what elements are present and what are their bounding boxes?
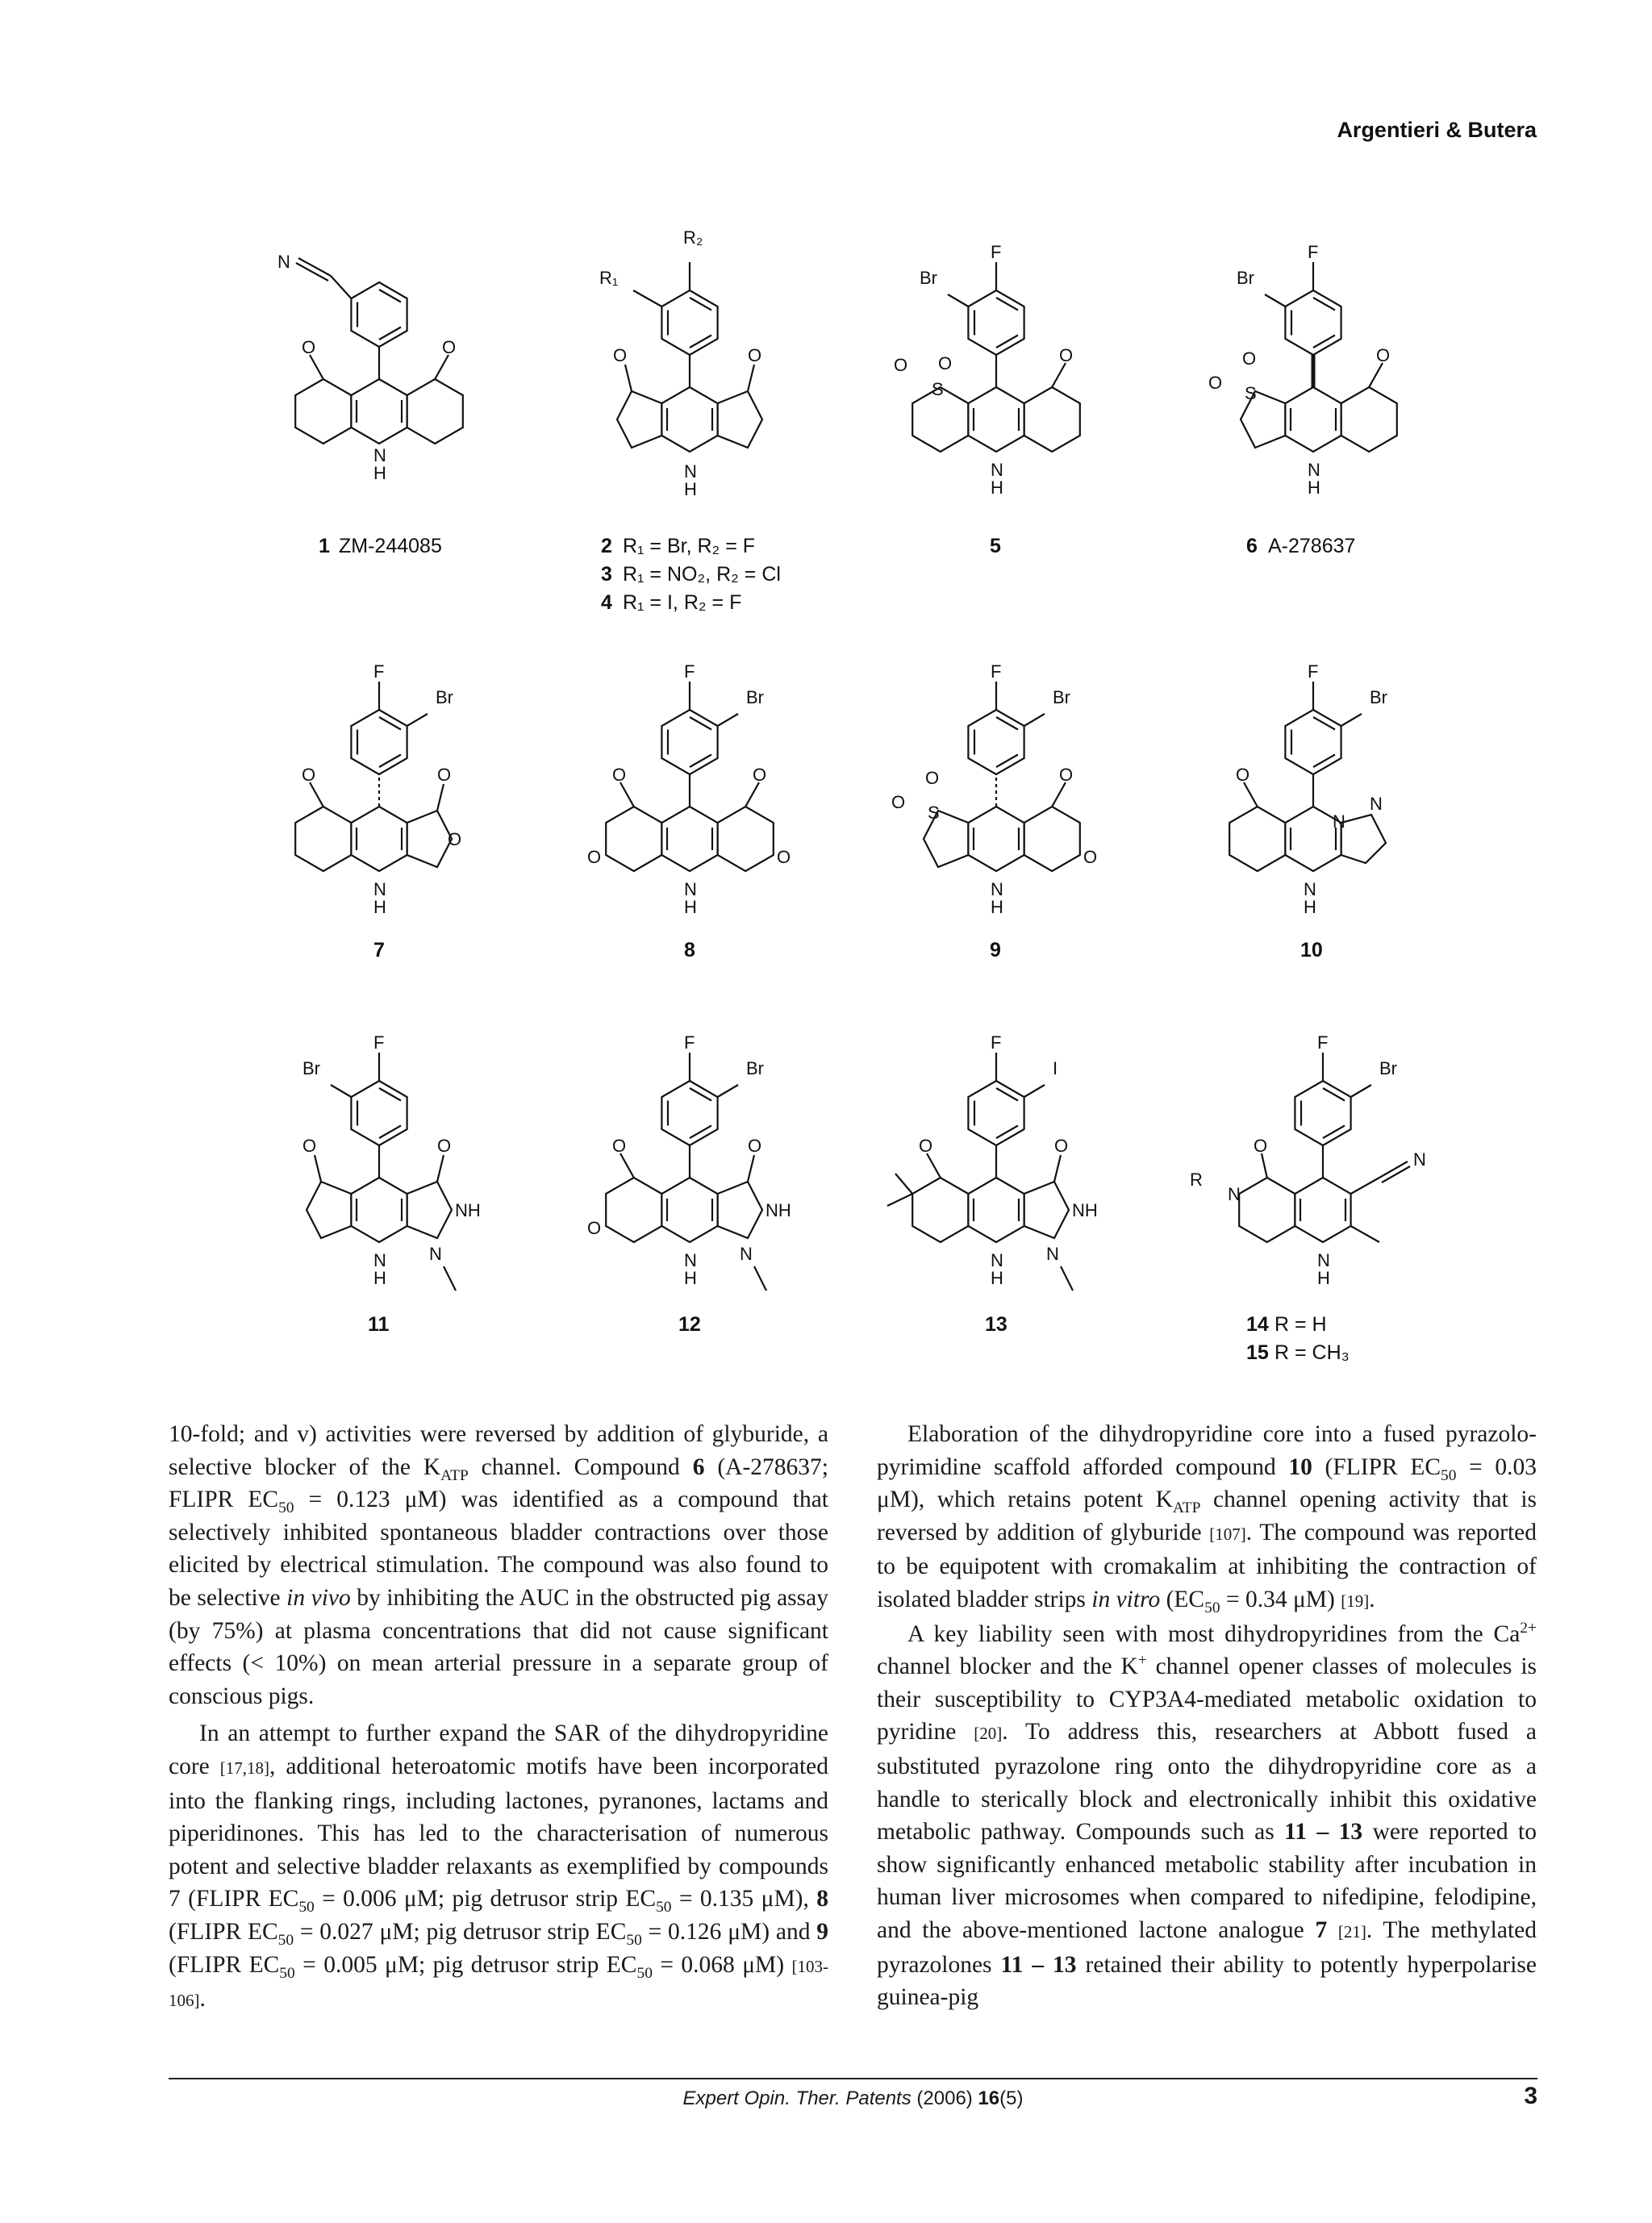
right-column — [877, 1418, 1537, 2014]
svg-text:N: N — [429, 1244, 442, 1264]
svg-text:6: 6 — [1246, 535, 1258, 557]
footer-rule — [169, 2078, 1537, 2079]
svg-text:A-278637: A-278637 — [1268, 535, 1356, 557]
svg-text:N: N — [1333, 811, 1345, 832]
svg-text:N: N — [1413, 1149, 1426, 1170]
svg-text:H: H — [684, 479, 697, 499]
svg-text:O: O — [437, 1136, 452, 1156]
svg-text:O: O — [1254, 1136, 1268, 1156]
svg-text:O: O — [302, 1136, 317, 1156]
svg-text:N: N — [1308, 460, 1320, 480]
svg-text:O: O — [748, 1136, 762, 1156]
svg-text:Br: Br — [746, 687, 764, 707]
svg-text:O: O — [1083, 847, 1098, 867]
svg-text:O: O — [612, 765, 627, 785]
structure-compound-13 — [887, 1032, 1098, 1291]
structure-compound-10 — [1229, 661, 1387, 917]
svg-text:N: N — [373, 879, 386, 899]
paragraph-metabolic-liability: A key liability seen with most dihydropyridines from the $Ca^{2+}$ channel blocker and the K+ channel opener classes of molecules is their susceptibility to CYP3A4-mediated metabolic oxidation to pyridine [20]. To address this, researchers at Abbott fused a substituted pyrazolone ring onto the dihydropyridine core as a handle to sterically block and electronically inhibit this oxidative metabolic pathway. Compounds such as 11 – 13 were reported to show significantly enhanced metabolic stability after incubation in human liver microsomes when compared to nifedipine, felodipine, and the above-mentioned lactone analogue 7 [21]. The methylated pyrazolones 11 – 13 retained their ability to potently hyperpolarise guinea-pig — [877, 1619, 1537, 2011]
svg-text:O: O — [894, 355, 908, 375]
svg-text:N: N — [1304, 879, 1316, 899]
svg-text:N: N — [373, 445, 386, 465]
structure-compound-7 — [295, 661, 461, 917]
svg-text:O: O — [919, 1136, 933, 1156]
svg-text:15: 15 — [1246, 1341, 1269, 1364]
svg-text:N: N — [684, 461, 697, 482]
svg-text:R = CH₃: R = CH₃ — [1274, 1341, 1350, 1364]
svg-text:1: 1 — [319, 535, 330, 557]
svg-text:H: H — [991, 897, 1003, 917]
paragraph-compound-6: 10-fold; and v) activities were reversed by addition of glyburide, a selective blocker of the $K_{ATP}$ channel. Compound 6 (A-278637; FLIPR $EC_{50} = 0.123$ μM) was identified as a compound that selectively inhibited spontaneous bladder contractions over those elicited by electrical stimulation. The compound was also found to be selective in vivo by inhibiting the AUC in the obstructed pig assay (by 75%) at plasma concentrations that did not cause significant effects (< 10%) on mean arterial pressure in a separate group of conscious pigs. — [169, 1421, 829, 1709]
paragraph-compound-10: Elaboration of the dihydropyridine core into a fused pyrazolo-pyrimidine scaffold afforded compound 10 (FLIPR $EC_{50} = 0.03$ μM), which retains potent $K_{ATP}$ channel opening activity that is reversed by addition of glyburide [107]. The compound was reported to be equipotent with cromakalim at inhibiting the contraction of isolated bladder strips in vitro ($EC_{50} = 0.34$ μM) [19]. — [877, 1421, 1537, 1616]
svg-text:I: I — [1053, 1058, 1058, 1078]
structure-compound-14-15 — [1190, 1032, 1426, 1288]
svg-text:14: 14 — [1246, 1313, 1269, 1336]
svg-text:O: O — [587, 847, 602, 867]
svg-text:H: H — [991, 1268, 1003, 1288]
svg-text:H: H — [373, 463, 386, 483]
svg-text:5: 5 — [990, 535, 1001, 557]
svg-text:F: F — [684, 661, 695, 682]
structure-compound-12 — [587, 1032, 791, 1291]
svg-text:Br: Br — [1370, 687, 1387, 707]
svg-text:O: O — [1059, 765, 1074, 785]
svg-text:H: H — [373, 1268, 386, 1288]
svg-text:Br: Br — [920, 268, 937, 288]
svg-text:3: 3 — [601, 563, 612, 586]
svg-text:S: S — [1245, 383, 1257, 403]
structure-compound-6 — [1208, 242, 1397, 498]
svg-text:F: F — [1308, 242, 1319, 262]
svg-text:F: F — [373, 661, 385, 682]
svg-text:O: O — [1242, 348, 1257, 369]
svg-text:N: N — [991, 460, 1003, 480]
structure-compound-11 — [302, 1032, 481, 1291]
svg-text:R₁: R₁ — [599, 268, 619, 288]
svg-text:O: O — [613, 345, 628, 365]
svg-text:N: N — [373, 1250, 386, 1270]
svg-text:F: F — [373, 1032, 385, 1053]
svg-text:O: O — [891, 792, 906, 812]
running-header-authors: Argentieri & Butera — [1337, 118, 1537, 142]
structure-compound-8 — [587, 661, 791, 917]
svg-text:N: N — [1317, 1250, 1330, 1270]
svg-text:R₁ = Br, R₂ = F: R₁ = Br, R₂ = F — [623, 535, 756, 557]
svg-text:NH: NH — [455, 1200, 481, 1220]
svg-text:O: O — [302, 337, 316, 357]
svg-text:H: H — [991, 478, 1003, 498]
svg-text:O: O — [302, 765, 316, 785]
svg-text:N: N — [277, 252, 290, 272]
svg-text:F: F — [1317, 1032, 1329, 1053]
structure-compound-9 — [891, 661, 1097, 917]
svg-text:Br: Br — [1379, 1058, 1397, 1078]
svg-text:H: H — [1317, 1268, 1330, 1288]
svg-text:O: O — [1054, 1136, 1069, 1156]
svg-text:10: 10 — [1300, 939, 1323, 961]
svg-text:NH: NH — [1072, 1200, 1098, 1220]
svg-text:O: O — [442, 337, 457, 357]
svg-text:N: N — [740, 1244, 753, 1264]
svg-text:N: N — [1046, 1244, 1059, 1264]
page-number: 3 — [1524, 2083, 1537, 2109]
svg-text:R₁ = I, R₂ = F: R₁ = I, R₂ = F — [623, 591, 742, 614]
svg-text:O: O — [1376, 345, 1391, 365]
structure-compound-2-4 — [599, 227, 762, 499]
structure-compound-1 — [277, 252, 463, 483]
svg-text:R₂: R₂ — [683, 227, 703, 248]
svg-text:O: O — [925, 768, 940, 788]
svg-text:F: F — [1308, 661, 1319, 682]
svg-text:H: H — [373, 897, 386, 917]
svg-text:O: O — [1208, 373, 1223, 393]
svg-text:R₁ = NO₂, R₂ = Cl: R₁ = NO₂, R₂ = Cl — [623, 563, 781, 586]
svg-text:O: O — [748, 345, 762, 365]
svg-text:O: O — [1059, 345, 1074, 365]
svg-text:O: O — [938, 353, 953, 373]
svg-text:O: O — [448, 829, 462, 849]
svg-text:R = H: R = H — [1274, 1313, 1327, 1336]
svg-text:S: S — [928, 803, 940, 823]
svg-text:9: 9 — [990, 939, 1001, 961]
svg-text:O: O — [437, 765, 452, 785]
svg-text:Br: Br — [1053, 687, 1070, 707]
svg-text:Br: Br — [1237, 268, 1254, 288]
svg-text:F: F — [991, 242, 1002, 262]
svg-text:S: S — [932, 379, 944, 399]
svg-text:H: H — [684, 897, 697, 917]
svg-text:Br: Br — [746, 1058, 764, 1078]
svg-text:F: F — [684, 1032, 695, 1053]
svg-text:13: 13 — [985, 1313, 1007, 1336]
svg-text:N: N — [684, 879, 697, 899]
footer-citation: Expert Opin. Ther. Patents (2006) 16(5) — [682, 2087, 1024, 2109]
svg-text:H: H — [1308, 478, 1320, 498]
svg-text:4: 4 — [601, 591, 612, 614]
left-column — [169, 1418, 828, 2017]
svg-text:N: N — [991, 879, 1003, 899]
svg-text:O: O — [753, 765, 767, 785]
svg-text:F: F — [991, 1032, 1002, 1053]
svg-text:O: O — [1236, 765, 1250, 785]
svg-text:Br: Br — [302, 1058, 320, 1078]
paragraph-sar-expansion: In an attempt to further expand the SAR of the dihydropyridine core [17,18], additional heteroatomic motifs have been incorporated into the flanking rings, including lactones, pyranones, lactams and piperidinones. This has led to the characterisation of numerous potent and selective bladder relaxants as exemplified by compounds 7 (FLIPR $EC_{50} = 0.006$ μM; pig detrusor strip $EC_{50} = 0.135$ μM), 8 (FLIPR $EC_{50} = 0.027$ μM; pig detrusor strip $EC_{50} = 0.126$ μM) and 9 (FLIPR $EC_{50} = 0.005$ μM; pig detrusor strip $EC_{50} = 0.068$ μM) [103-106]. — [169, 1720, 828, 2012]
svg-text:H: H — [1304, 897, 1316, 917]
svg-text:8: 8 — [684, 939, 695, 961]
svg-text:2: 2 — [601, 535, 612, 557]
svg-text:O: O — [777, 847, 791, 867]
structure-compound-5 — [894, 242, 1080, 498]
svg-text:N: N — [684, 1250, 697, 1270]
svg-text:Br: Br — [436, 687, 453, 707]
svg-text:H: H — [684, 1268, 697, 1288]
svg-text:O: O — [587, 1218, 602, 1238]
svg-text:NH: NH — [766, 1200, 791, 1220]
svg-text:N: N — [991, 1250, 1003, 1270]
svg-text:N: N — [1228, 1184, 1241, 1204]
svg-text:O: O — [612, 1136, 627, 1156]
svg-text:R: R — [1190, 1170, 1203, 1190]
svg-text:12: 12 — [678, 1313, 701, 1336]
svg-text:ZM-244085: ZM-244085 — [339, 535, 442, 557]
svg-text:F: F — [991, 661, 1002, 682]
svg-text:11: 11 — [368, 1313, 390, 1336]
svg-text:7: 7 — [373, 939, 385, 961]
svg-text:N: N — [1370, 794, 1383, 814]
